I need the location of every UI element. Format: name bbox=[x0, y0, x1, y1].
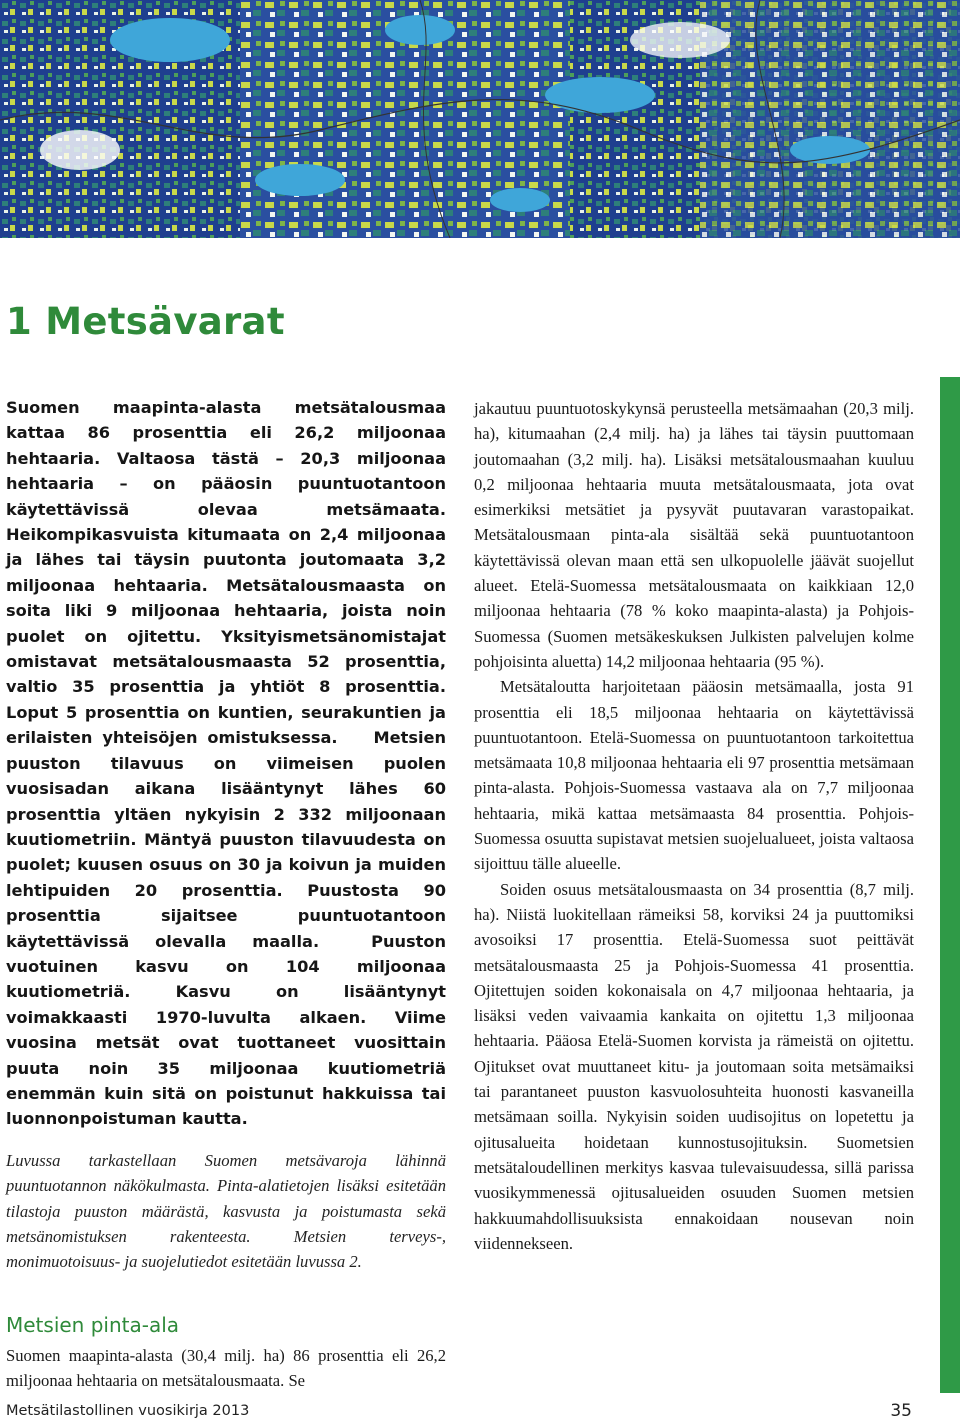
intro-paragraph-3: Puuston vuotuinen kasvu on 104 miljoonaa kuutiometriä. Kasvu on lisääntynyt voimakkaasti 1970-luvulta alkaen. Viime vuosina metsät ovat tuottaneet vuosittain puuta noin 35 miljoonaa kuutiometriä enemmän kuin sitä on poistunut hakkuissa tai luonnonpoistuman kautta. bbox=[6, 931, 447, 1129]
section-lead-paragraph: Suomen maapinta-alasta (30,4 milj. ha) 86 prosenttia eli 26,2 miljoonaa hehtaaria on metsätalousmaata. Se bbox=[6, 1345, 446, 1391]
body-paragraph-3: Soiden osuus metsätalousmaasta on 34 prosenttia (8,7 milj. ha). Niistä luokitellaan rämeiksi 58, korviksi 24 ja puuttomiksi avosoiksi 17 prosenttia. Etelä-Suomessa suot peittävät metsätalousmaasta 25 ja Pohjois-Suomessa 41 prosenttia. Ojitettujen soiden kokonaisala on 4,7 miljoonaa hehtaaria, ja lisäksi veden vaivaamia kankaita on ojitettu 1,3 miljoonaa hehtaaria. Pääosa Etelä-Suomen korvista ja rämeistä on ojitettu. Ojitukset ovat muuttaneet kitu- ja joutomaan soita metsämaiksi tai parantaneet puuston kasvuolosuhteita huonosti kasvaneilla metsämaan soilla. Nykyisin soiden uudisojitus on lopetettu ja ojitusalueita hoidetaan kunnostusojituksin. Suometsien metsätaloudellinen merkitys kasvaa tulevaisuudessa, sillä parissa vuosikymmenessä ojitusalueiden osuuden Suomen metsien hakkuumahdollisuuksista ennakoidaan nousevan noin viidennekseen. bbox=[474, 879, 914, 1253]
intro-paragraph-2: Metsien puuston tilavuus on viimeisen puolen vuosisadan aikana lisääntynyt lähes 60 prosenttia yltäen nykyisin 2 332 miljoonaan kuutiometriin. Mäntyä puuston tilavuudesta on puolet; kuusen osuus on 30 ja koivun ja muiden lehtipuiden 20 prosenttia. Puustosta 90 prosenttia sijaitsee puuntuotantoon käytettävissä olevalla maalla. bbox=[6, 728, 447, 951]
left-column bbox=[6, 395, 446, 1393]
chapter-abstract: Luvussa tarkastellaan Suomen metsävaroja lähinnä puuntuotannon näkökulmasta. Pinta-alatietojen lisäksi esitetään tilastoja puuston määrästä, kasvusta ja poistumasta sekä metsänomistuksen rakenteesta. Metsien terveys-, monimuotoisuus- ja suojelutiedot esitetään luvussa 2. bbox=[6, 1150, 446, 1272]
footer-publication: Metsätilastollinen vuosikirja 2013 bbox=[6, 1403, 250, 1419]
section-heading: Metsien pinta-ala bbox=[6, 1312, 180, 1337]
right-column bbox=[474, 396, 914, 1256]
forest-map-image bbox=[0, 0, 960, 238]
intro-summary bbox=[6, 395, 446, 1132]
body-paragraph-2: Metsätaloutta harjoitetaan pääosin metsämaalla, josta 91 prosenttia eli 18,5 miljoonaa hehtaaria on käytettävissä puuntuotantoon. Etelä-Suomessa on puuntuotantoon tarkoitettua metsämaata 10,8 miljoonaa hehtaaria eli 97 prosenttia metsämaan pinta-alasta. Pohjois-Suomessa vastaava ala on 7,7 miljoonaa hehtaaria, mikä kattaa metsämaasta 84 prosenttia. Pohjois-Suomessa osuutta supistavat metsien suojelualueet, joista valtaosa sijoittuu tälle alueelle. bbox=[474, 677, 914, 874]
intro-paragraph-1: Suomen maapinta-alasta metsätalousmaa kattaa 86 prosenttia eli 26,2 miljoonaa hehtaaria. Valtaosa tästä – 20,3 miljoonaa hehtaaria – on pääosin puuntuotantoon käytettävissä olevaa metsämaata. Heikompikasvuista kitumaata on 2,4 miljoonaa ja lähes tai täysin puutonta joutomaata 3,2 miljoonaa hehtaaria. Metsätalousmaasta on soita liki 9 miljoonaa hehtaaria, joista noin puolet on ojitettu. Yksityismetsänomistajat omistavat metsätalousmaasta 52 prosenttia, valtio 35 prosenttia ja yhtiöt 8 prosenttia. Loput 5 prosenttia on kuntien, seurakuntien ja erilaisten yhteisöjen omistuksessa. bbox=[6, 398, 446, 748]
side-accent-bar bbox=[940, 377, 960, 1393]
body-paragraph-1: jakautuu puuntuotoskykynsä perusteella metsämaahan (20,3 milj. ha), kitumaahan (2,4 milj. ha) ja lähes tai täysin puuttomaan joutomaahan (3,2 milj. ha). Lisäksi metsätalousmaahan kuuluu 0,2 miljoonaa hehtaaria muuta metsätalousmaata, jota ovat esimerkiksi metsätiet ja pysyvät puutavaran varastopaikat. Metsätalousmaan pinta-ala sisältää sekä puuntuotantoon käytettävissä olevan maan että sen ulkopuolelle jäävät suojellut alueet. Etelä-Suomessa metsätalousmaata on kaikkiaan 12,0 miljoonaa hehtaaria (78 % koko maapinta-alasta) ja Pohjois-Suomessa (Suomen metsäkeskuksen Julkisten palvelujen kolme pohjoisinta aluetta) 14,2 miljoonaa hehtaaria (95 %). bbox=[474, 399, 914, 671]
page-number: 35 bbox=[890, 1401, 912, 1421]
forest-map-banner bbox=[0, 0, 960, 238]
chapter-title: 1 Metsävarat bbox=[6, 300, 285, 343]
